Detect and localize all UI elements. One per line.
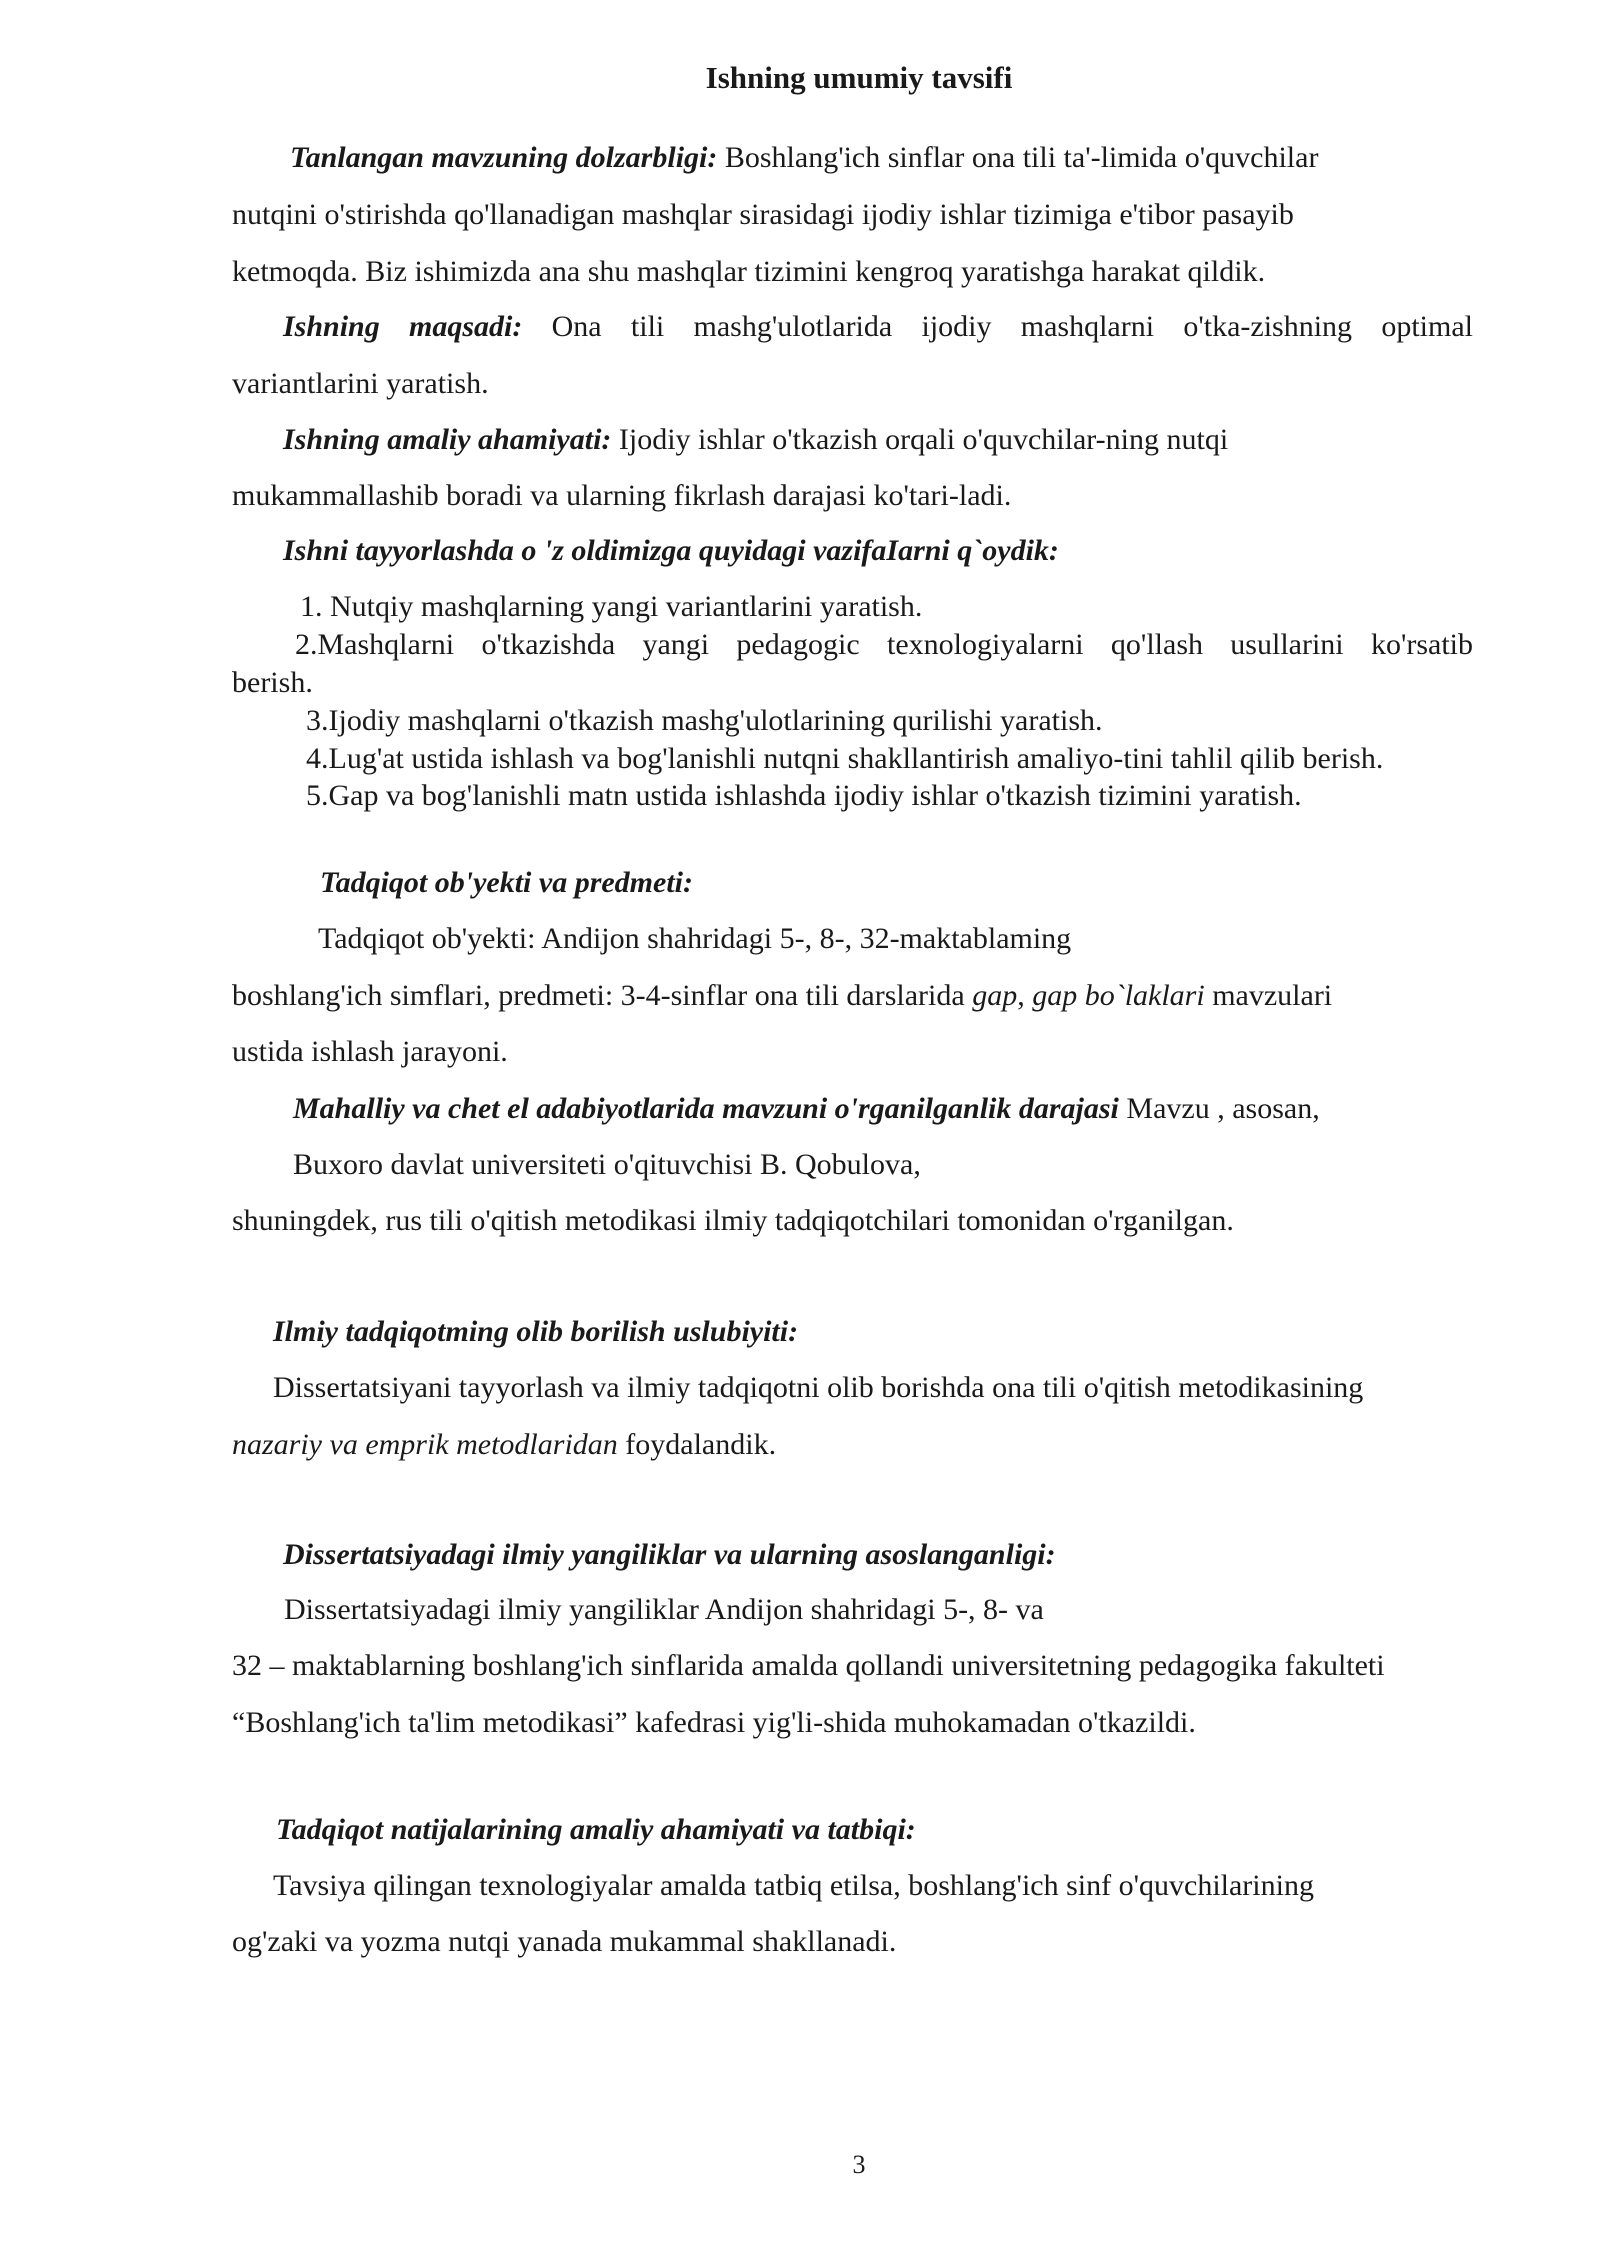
yangilik-line-1: Dissertatsiyadagi ilmiy yangiliklar Andijon shahridagi 5-, 8- va xyxy=(284,1593,1044,1626)
dolzarblik-line-2: nutqini o'stirishda qo'llanadigan mashqlar sirasidagi ijodiy ishlar tizimiga e'tibor pasayib xyxy=(232,198,1294,231)
maqsad-line-1 xyxy=(283,309,1473,345)
uslub-text-rest: foydalandik. xyxy=(617,1428,777,1461)
obyekt-line-2 xyxy=(232,978,1332,1014)
uslub-heading: Ilmiy tadqiqotming olib borilish uslubiyiti: xyxy=(273,1315,799,1348)
tatbiq-line-1: Tavsiya qilingan texnologiyalar amalda tatbiq etilsa, boshlang'ich sinf o'quvchilarining xyxy=(273,1869,1314,1902)
uslub-italic-text: nazariy va emprik metodlaridan xyxy=(232,1428,618,1461)
tatbiq-heading: Tadqiqot natijalarining amaliy ahamiyati va tatbiqi: xyxy=(276,1813,916,1846)
maqsad-text-1: Ona tili mashg'ulotlarida ijodiy mashqlarni o'tka-zishning optimal xyxy=(522,310,1473,343)
organilganlik-text-1: Mavzu , asosan, xyxy=(1118,1092,1320,1125)
ahamiyat-line-1 xyxy=(283,422,1228,458)
yangilik-heading: Dissertatsiyadagi ilmiy yangiliklar va ularning asoslanganligi: xyxy=(283,1538,1056,1571)
organilganlik-line-2: Buxoro davlat universiteti o'qituvchisi B. Qobulova, xyxy=(293,1148,921,1181)
dolzarblik-text-1: Boshlang'ich sinflar ona tili ta'-limida o'quvchilar xyxy=(717,141,1319,174)
uslub-line-1: Dissertatsiyani tayyorlash va ilmiy tadqiqotni olib borishda ona tili o'qitish metodikasining xyxy=(273,1371,1364,1404)
obyekt-line-3: ustida ishlash jarayoni. xyxy=(232,1035,508,1068)
obyekt-text-bolaklari: gap bo`laklari xyxy=(1032,979,1205,1012)
obyekt-text-gap: gap xyxy=(972,979,1018,1012)
yangilik-line-2: 32 – maktablarning boshlang'ich sinflarida amalda qollandi universitetning pedagogika fakulteti xyxy=(232,1649,1385,1682)
organilganlik-label: Mahalliy va chet el adabiyotlarida mavzuni o'rganilganlik darajasi xyxy=(293,1092,1119,1125)
yangilik-line-3: “Boshlang'ich ta'lim metodikasi” kafedrasi yig'li-shida muhokamadan o'tkazildi. xyxy=(232,1706,1196,1739)
tatbiq-line-2: og'zaki va yozma nutqi yanada mukammal shakllanadi. xyxy=(232,1925,897,1958)
vazifa-item-1: 1. Nutqiy mashqlarning yangi variantlarini yaratish. xyxy=(300,590,923,623)
organilganlik-line-3: shuningdek, rus tili o'qitish metodikasi ilmiy tadqiqotchilari tomonidan o'rganilgan. xyxy=(232,1204,1234,1237)
organilganlik-line-1 xyxy=(293,1091,1320,1127)
page-number: 3 xyxy=(852,2150,866,2179)
vazifalar-heading: Ishni tayyorlashda o 'z oldimizga quyidagi vazifaIarni q`oydik: xyxy=(283,534,1059,567)
vazifa-item-4: 4.Lug'at ustida ishlash va bog'lanishli nutqni shakllantirish amaliyo-tini tahlil qilib berish. xyxy=(306,742,1384,775)
vazifa-item-5: 5.Gap va bog'lanishli matn ustida ishlashda ijodiy ishlar o'tkazish tizimini yaratish. xyxy=(306,779,1302,812)
maqsad-line-2: variantlarini yaratish. xyxy=(232,367,489,400)
ahamiyat-text-1: Ijodiy ishlar o'tkazish orqali o'quvchilar-ning nutqi xyxy=(611,423,1229,456)
page-title: Ishning umumiy tavsifi xyxy=(705,60,1013,95)
obyekt-text-a: boshlang'ich simflari, predmeti: 3-4-sinflar ona tili darslarida xyxy=(232,979,973,1012)
vazifa-item-2-cont: berish. xyxy=(232,666,313,699)
maqsad-label: Ishning maqsadi: xyxy=(283,310,523,343)
obyekt-text-e: mavzulari xyxy=(1204,979,1333,1012)
vazifa-item-2: 2.Mashqlarni o'tkazishda yangi pedagogic texnologiyalarni qo'llash usullarini ko'rsatib xyxy=(295,628,1473,661)
dolzarblik-line-3: ketmoqda. Biz ishimizda ana shu mashqlar tizimini kengroq yaratishga harakat qildik. xyxy=(232,255,1266,288)
ahamiyat-label: Ishning amaliy ahamiyati: xyxy=(283,423,612,456)
vazifa-item-3: 3.Ijodiy mashqlarni o'tkazish mashg'ulotlarining qurilishi yaratish. xyxy=(306,704,1103,737)
obyekt-line-1: Tadqiqot ob'yekti: Andijon shahridagi 5-, 8-, 32-maktablaming xyxy=(318,922,1072,955)
dolzarblik-line-1 xyxy=(290,140,1318,176)
dolzarblik-label: Tanlangan mavzuning dolzarbligi: xyxy=(290,141,718,174)
obyekt-heading: Tadqiqot ob'yekti va predmeti: xyxy=(320,866,693,899)
obyekt-text-comma: , xyxy=(1017,979,1033,1012)
ahamiyat-line-2: mukammallashib boradi va ularning fikrlash darajasi ko'tari-ladi. xyxy=(232,479,1012,512)
uslub-line-2 xyxy=(232,1427,776,1463)
